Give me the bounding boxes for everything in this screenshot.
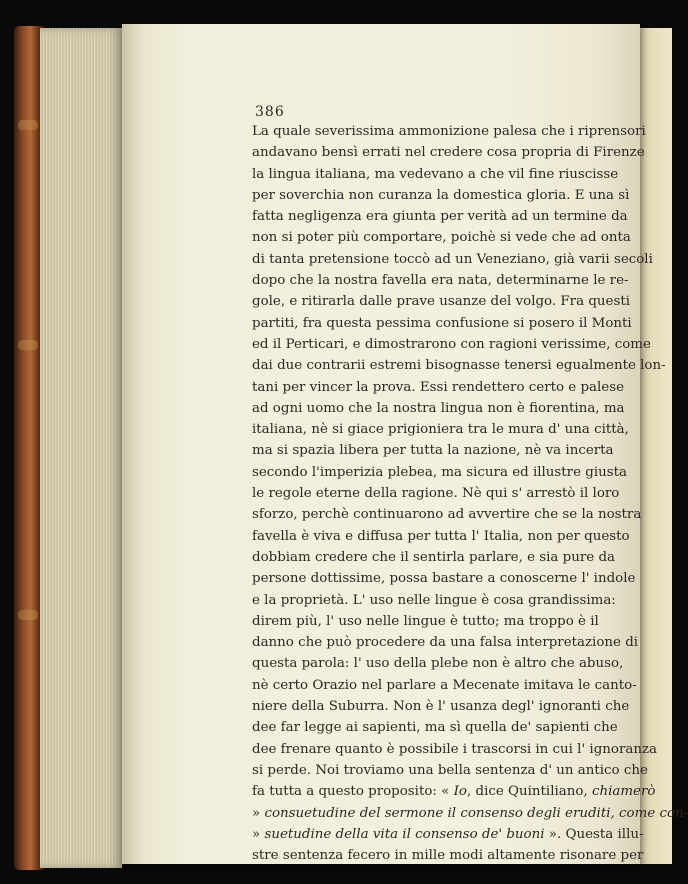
- line-text: nè certo Orazio nel parlare a Mecenate imitava le canto-: [252, 677, 637, 693]
- text-line: [252, 504, 642, 525]
- text-line: [252, 270, 629, 291]
- text-line: [252, 781, 656, 802]
- line-text: di tanta pretensione toccò ad un Veneziano, già varii secoli: [252, 251, 653, 267]
- line-text: fatta negligenza era giunta per verità ad un termine da: [252, 209, 628, 225]
- spine-wear-mark: [18, 120, 38, 130]
- text-line: [252, 142, 645, 163]
- text-line: [252, 185, 630, 206]
- line-text: , dice Quintiliano,: [466, 784, 592, 800]
- italic-quote: chiamerò: [591, 784, 656, 800]
- text-line: [252, 611, 599, 632]
- line-text: sforzo, perchè continuarono ad avvertire che se la nostra: [252, 507, 642, 523]
- text-line: [252, 717, 618, 738]
- line-text: »: [252, 805, 265, 821]
- text-line: [252, 440, 614, 461]
- line-text: dai due contrarii estremi bisognasse tenersi egualmente lon-: [252, 358, 666, 374]
- line-text: la lingua italiana, ma vedevano a che vil fine riuscisse: [252, 166, 619, 182]
- line-text: persone dottissime, possa bastare a conoscerne l' indole: [252, 571, 636, 587]
- line-text: direm più, l' uso nelle lingue è tutto; ma troppo è il: [252, 613, 599, 629]
- text-line: [252, 803, 688, 824]
- line-text: italiana, nè si giace prigioniera tra le mura d' una città,: [252, 422, 629, 438]
- text-line: [252, 334, 651, 355]
- line-text: le regole eterne della ragione. Nè qui s' arrestò il loro: [252, 486, 620, 502]
- text-line: [252, 419, 629, 440]
- text-line: [252, 653, 624, 674]
- text-line: [252, 696, 630, 717]
- text-line: [252, 739, 657, 760]
- line-text: gole, e ritirarla dalle prave usanze del volgo. Fra questi: [252, 294, 630, 310]
- italic-quote: Io: [453, 784, 467, 800]
- text-line: [252, 632, 639, 653]
- text-line: [252, 568, 636, 589]
- italic-quote: consuetudine del sermone il consenso degli eruditi, come con-: [264, 805, 688, 821]
- line-text: dobbiam credere che il sentirla parlare, e sia pure da: [252, 549, 616, 565]
- line-text: e la proprietà. L' uso nelle lingue è cosa grandissima:: [252, 592, 616, 608]
- body-text: [252, 121, 688, 866]
- line-text: fa tutta a questo proposito: «: [252, 784, 454, 800]
- text-line: [252, 824, 644, 845]
- line-text: andavano bensì errati nel credere cosa propria di Firenze: [252, 145, 645, 161]
- line-text: niere della Suburra. Non è l' usanza degl' ignoranti che: [252, 699, 630, 715]
- text-line: [252, 760, 648, 781]
- text-line: [252, 483, 620, 504]
- text-line: [252, 590, 616, 611]
- text-line: [252, 227, 631, 248]
- text-line: [252, 398, 625, 419]
- text-line: [252, 121, 646, 142]
- spine-wear-mark: [18, 340, 38, 350]
- line-text: La quale severissima ammonizione palesa che i riprensori: [252, 124, 646, 139]
- line-text: si perde. Noi troviamo una bella sentenza d' un antico che: [252, 762, 648, 778]
- text-line: [252, 164, 619, 185]
- text-line: [252, 526, 630, 547]
- text-line: [252, 845, 644, 866]
- line-text: dopo che la nostra favella era nata, determinarne le re-: [252, 273, 629, 289]
- text-line: [252, 377, 625, 398]
- line-text: non si poter più comportare, poichè si vede che ad onta: [252, 230, 631, 246]
- italic-quote: suetudine della vita il consenso de' buoni: [264, 826, 545, 842]
- line-text: dee far legge ai sapienti, ma sì quella de' sapienti che: [252, 720, 618, 736]
- line-text: dee frenare quanto è possibile i trascorsi in cui l' ignoranza: [252, 741, 657, 757]
- text-line: [252, 249, 653, 270]
- text-line: [252, 547, 616, 568]
- line-text: secondo l'imperizia plebea, ma sicura ed illustre giusta: [252, 464, 627, 480]
- line-text: per soverchia non curanza la domestica gloria. E una sì: [252, 187, 630, 203]
- text-line: [252, 206, 628, 227]
- text-line: [252, 675, 637, 696]
- page-edges: [40, 28, 122, 868]
- text-line: [252, 313, 632, 334]
- line-text: ma si spazia libera per tutta la nazione, nè va incerta: [252, 443, 614, 459]
- line-text: questa parola: l' uso della plebe non è altro che abuso,: [252, 656, 624, 672]
- line-text: ed il Perticari, e dimostrarono con ragioni verissime, come: [252, 336, 651, 352]
- line-text: ad ogni uomo che la nostra lingua non è fiorentina, ma: [252, 400, 625, 416]
- line-text: stre sentenza fecero in mille modi altamente risonare per: [252, 848, 644, 864]
- spine-wear-mark: [18, 610, 38, 620]
- line-text: favella è viva e diffusa per tutta l' Italia, non per questo: [252, 528, 630, 544]
- text-line: [252, 291, 630, 312]
- page-number: 386: [255, 104, 285, 120]
- text-line: [252, 462, 627, 483]
- line-text: ». Questa illu-: [544, 826, 644, 842]
- line-text: tani per vincer la prova. Essi rendettero certo e palese: [252, 379, 625, 395]
- line-text: partiti, fra questa pessima confusione si posero il Monti: [252, 315, 632, 331]
- text-line: [252, 355, 666, 376]
- line-text: »: [252, 826, 265, 842]
- line-text: danno che può procedere da una falsa interpretazione di: [252, 635, 639, 651]
